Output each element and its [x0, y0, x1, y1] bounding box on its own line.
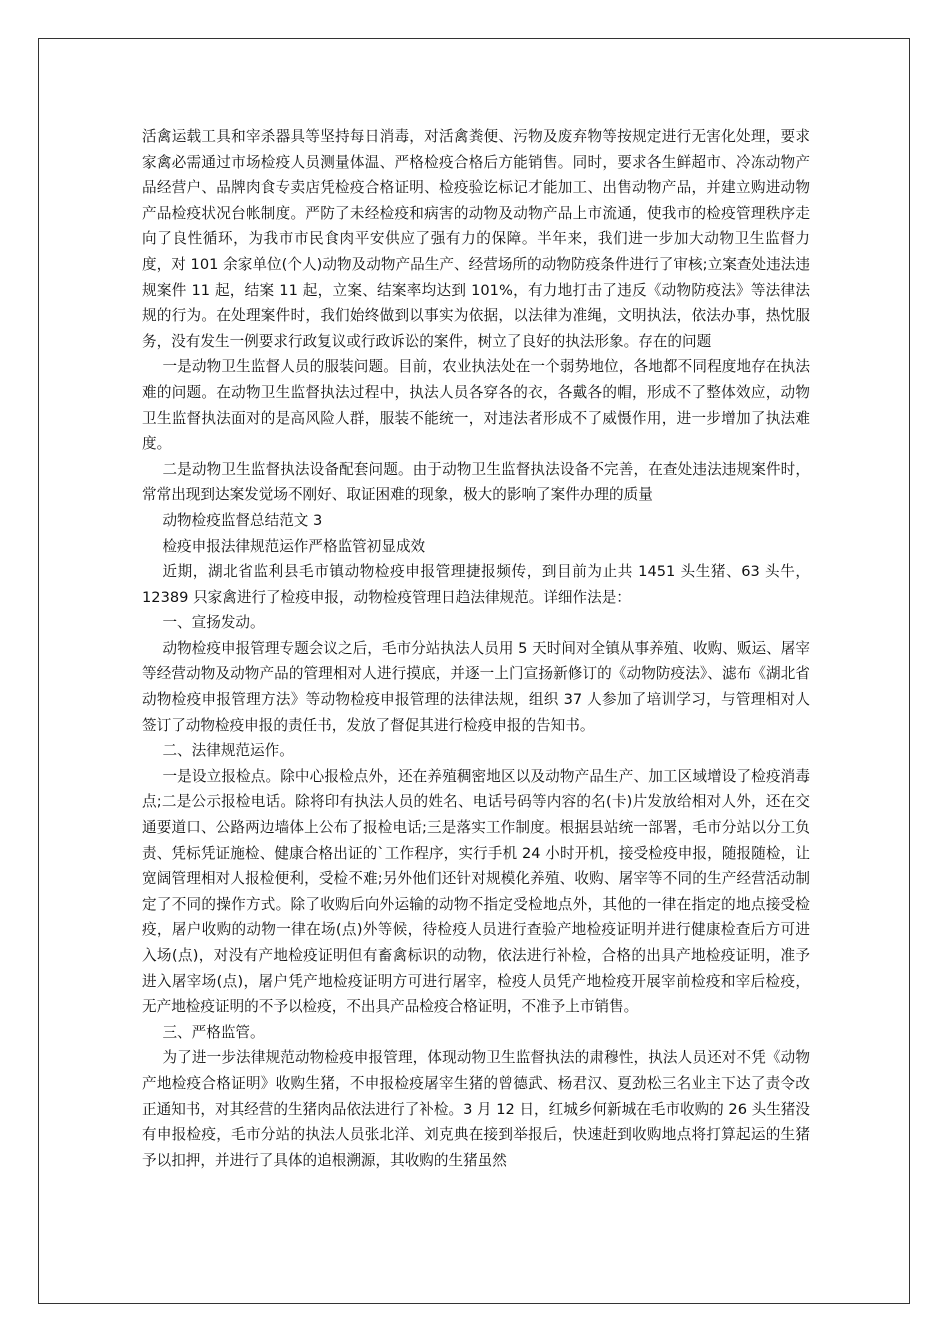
paragraph-intro: 近期，湖北省监利县毛市镇动物检疫申报管理捷报频传，到目前为止共 1451 头生猪、63 头牛，12389 只家禽进行了检疫申报，动物检疫管理日趋法律规范。详细作法是： — [142, 563, 810, 606]
paragraph-2: 一是动物卫生监督人员的服装问题。目前，农业执法处在一个弱势地位，各地都不同程度地存在执法难的问题。在动物卫生监督执法过程中，执法人员各穿各的衣，各戴各的帽，形成不了整体效应，动物卫生监督执法面对的是高风险人群，服装不能统一，对违法者形成不了威慑作用，进一步增加了执法难度。 — [142, 358, 810, 453]
paragraph-1: 活禽运载工具和宰杀器具等坚持每日消毒，对活禽粪便、污物及废弃物等按规定进行无害化处理，要求家禽必需通过市场检疫人员测量体温、严格检疫合格后方能销售。同时，要求各生鲜超市、冷冻动物产品经营户、品牌肉食专卖店凭检疫合格证明、检疫验讫标记才能加工、出售动物产品，并建立购进动物产品检疫状况台帐制度。严防了未经检疫和病害的动物及动物产品上市流通，使我市的检疫管理秩序走向了良性循环，为我市市民食肉平安供应了强有力的保障。半年来，我们进一步加大动物卫生监督力度，对 101 余家单位(个人)动物及动物产品生产、经营场所的动物防疫条件进行了审核;立案查处违法违规案件 11 起，结案 11 起，立案、结案率均达到 101%，有力地打击了违反《动物防疫法》等法律法规的行为。在处理案件时，我们始终做到以事实为依据，以法律为准绳，文明执法，依法办事，热忱服务，没有发生一例要求行政复议或行政诉讼的案件，树立了良好的执法形象。存在的问题 — [142, 128, 810, 350]
paragraph-3: 二是动物卫生监督执法设备配套问题。由于动物卫生监督执法设备不完善，在查处违法违规案件时，常常出现到达案发觉场不刚好、取证困难的现象，极大的影响了案件办理的质量 — [142, 460, 810, 504]
heading-3: 三、严格监管。 — [162, 1023, 265, 1041]
heading-1: 一、宣扬发动。 — [162, 614, 265, 632]
heading-2: 二、法律规范运作。 — [162, 742, 294, 760]
article-title: 检疫申报法律规范运作严格监管初显成效 — [162, 537, 426, 555]
section-title: 动物检疫监督总结范文 3 — [162, 511, 323, 529]
document-body — [142, 124, 810, 1173]
paragraph-6: 为了进一步法律规范动物检疫申报管理，体现动物卫生监督执法的肃穆性，执法人员还对不凭《动物产地检疫合格证明》收购生猪，不申报检疫屠宰生猪的曾德武、杨君汉、夏劲松三名业主下达了责令改正通知书，对其经营的生猪肉品依法进行了补检。3 月 12 日，红城乡何新城在毛市收购的 26 头生猪没有申报检疫，毛市分站的执法人员张北洋、刘克典在接到举报后，快速赶到收购地点将打算起运的生猪予以扣押，并进行了具体的追根溯源，其收购的生猪虽然 — [142, 1049, 810, 1169]
paragraph-5: 一是设立报检点。除中心报检点外，还在养殖稠密地区以及动物产品生产、加工区域增设了检疫消毒点;二是公示报检电话。除将印有执法人员的姓名、电话号码等内容的名(卡)片发放给相对人外，还在交通要道口、公路两边墙体上公布了报检电话;三是落实工作制度。根据县站统一部署，毛市分站以分工负责、凭标凭证施检、健康合格出证的`工作程序，实行手机 24 小时开机，接受检疫申报，随报随检，让宽阔管理相对人报检便利，受检不难;另外他们还针对规模化养殖、收购、屠宰等不同的生产经营活动制定了不同的操作方式。除了收购后向外运输的动物不指定受检地点外，其他的一律在指定的地点接受检疫，屠户收购的动物一律在场(点)外等候，待检疫人员进行查验产地检疫证明并进行健康检查后方可进入场(点)，对没有产地检疫证明但有畜禽标识的动物，依法进行补检，合格的出具产地检疫证明，准予进入屠宰场(点)，屠户凭产地检疫证明方可进行屠宰，检疫人员凭产地检疫开展宰前检疫和宰后检疫，无产地检疫证明的不予以检疫，不出具产品检疫合格证明，不准予上市销售。 — [142, 767, 810, 1016]
paragraph-4: 动物检疫申报管理专题会议之后，毛市分站执法人员用 5 天时间对全镇从事养殖、收购、贩运、屠宰等经营动物及动物产品的管理相对人进行摸底，并逐一上门宣扬新修订的《动物防疫法》、滤布《湖北省动物检疫申报管理方法》等动物检疫申报管理的法律法规，组织 37 人参加了培训学习，与管理相对人签订了动物检疫申报的责任书，发放了督促其进行检疫申报的告知书。 — [142, 639, 810, 734]
